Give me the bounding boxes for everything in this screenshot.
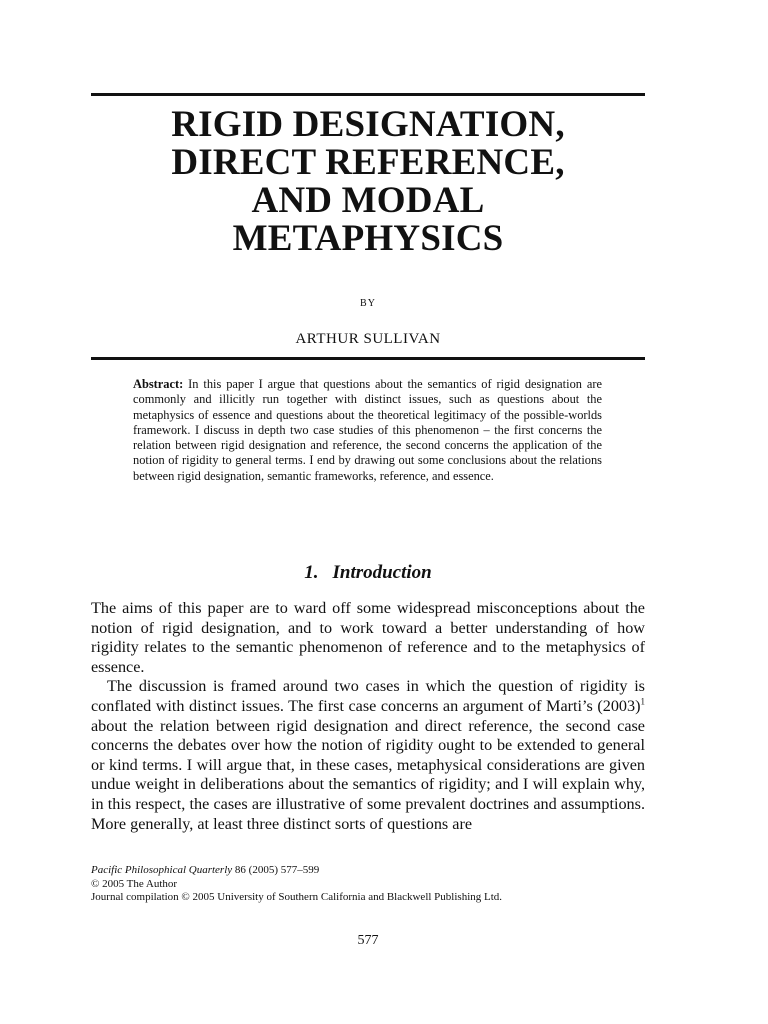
journal-volume: 86 (2005) 577–599 [232,864,320,876]
paragraph-2-part-2: about the relation between rigid designation and direct reference, the second case concerns the debates over how the notion of rigidity ought to be extended to general or kind terms. I will argue that, in these cases, metaphysical considerations are given undue weight in deliberations about the semantics of rigidity; and I will explain why, in this respect, the cases are illustrative of some prevalent doctrines and assumptions. More generally, at least three distinct sorts of questions are [91,716,645,833]
abstract-text: In this paper I argue that questions about the semantics of rigid designation are commonly and illicitly run together with distinct issues, such as questions about the metaphysics of essence and questions about the theoretical legitimacy of the possible-worlds framework. I discuss in depth two case studies of this phenomenon – the first concerns the relation between rigid designation and reference, the second concerns the application of the notion of rigidity to general terms. I end by drawing out some conclusions about the relations between rigid designation, semantic frameworks, reference, and essence. [133,377,602,483]
section-number: 1. [304,562,319,583]
abstract [133,377,602,484]
section-heading [91,562,645,584]
paragraph-2-part-1: The discussion is framed around two cases in which the question of rigidity is conflated with distinct issues. The first case concerns an argument of Marti’s (2003) [91,677,645,715]
byline-by: BY [360,298,376,309]
copyright-author: © 2005 The Author [91,877,178,890]
page-footer [91,864,645,905]
copyright-compilation: Journal compilation © 2005 University of Southern California and Blackwell Publishing Ltd. [91,891,503,903]
section-title: Introduction [332,562,432,583]
journal-citation [91,864,645,878]
title-line-4: METAPHYSICS [232,218,504,259]
article-title [91,106,645,258]
body-text [91,599,645,834]
byline-rule [91,357,645,360]
paragraph-2 [91,677,645,834]
footnote-marker[interactable]: 1 [640,696,645,707]
author-name: ARTHUR SULLIVAN [295,331,441,347]
journal-name: Pacific Philosophical Quarterly [91,864,233,876]
abstract-label: Abstract: [133,377,184,391]
title-line-2: DIRECT REFERENCE, [171,142,565,183]
paragraph-1: The aims of this paper are to ward off some widespread misconceptions about the notion of rigid designation, and to work toward a better understanding of how rigidity relates to the semantic phenomenon of reference and to the metaphysics of essence. [91,599,645,676]
title-line-3: AND MODAL [251,180,485,221]
top-rule [91,93,645,96]
title-line-1: RIGID DESIGNATION, [171,104,565,145]
page-number: 577 [357,933,379,948]
